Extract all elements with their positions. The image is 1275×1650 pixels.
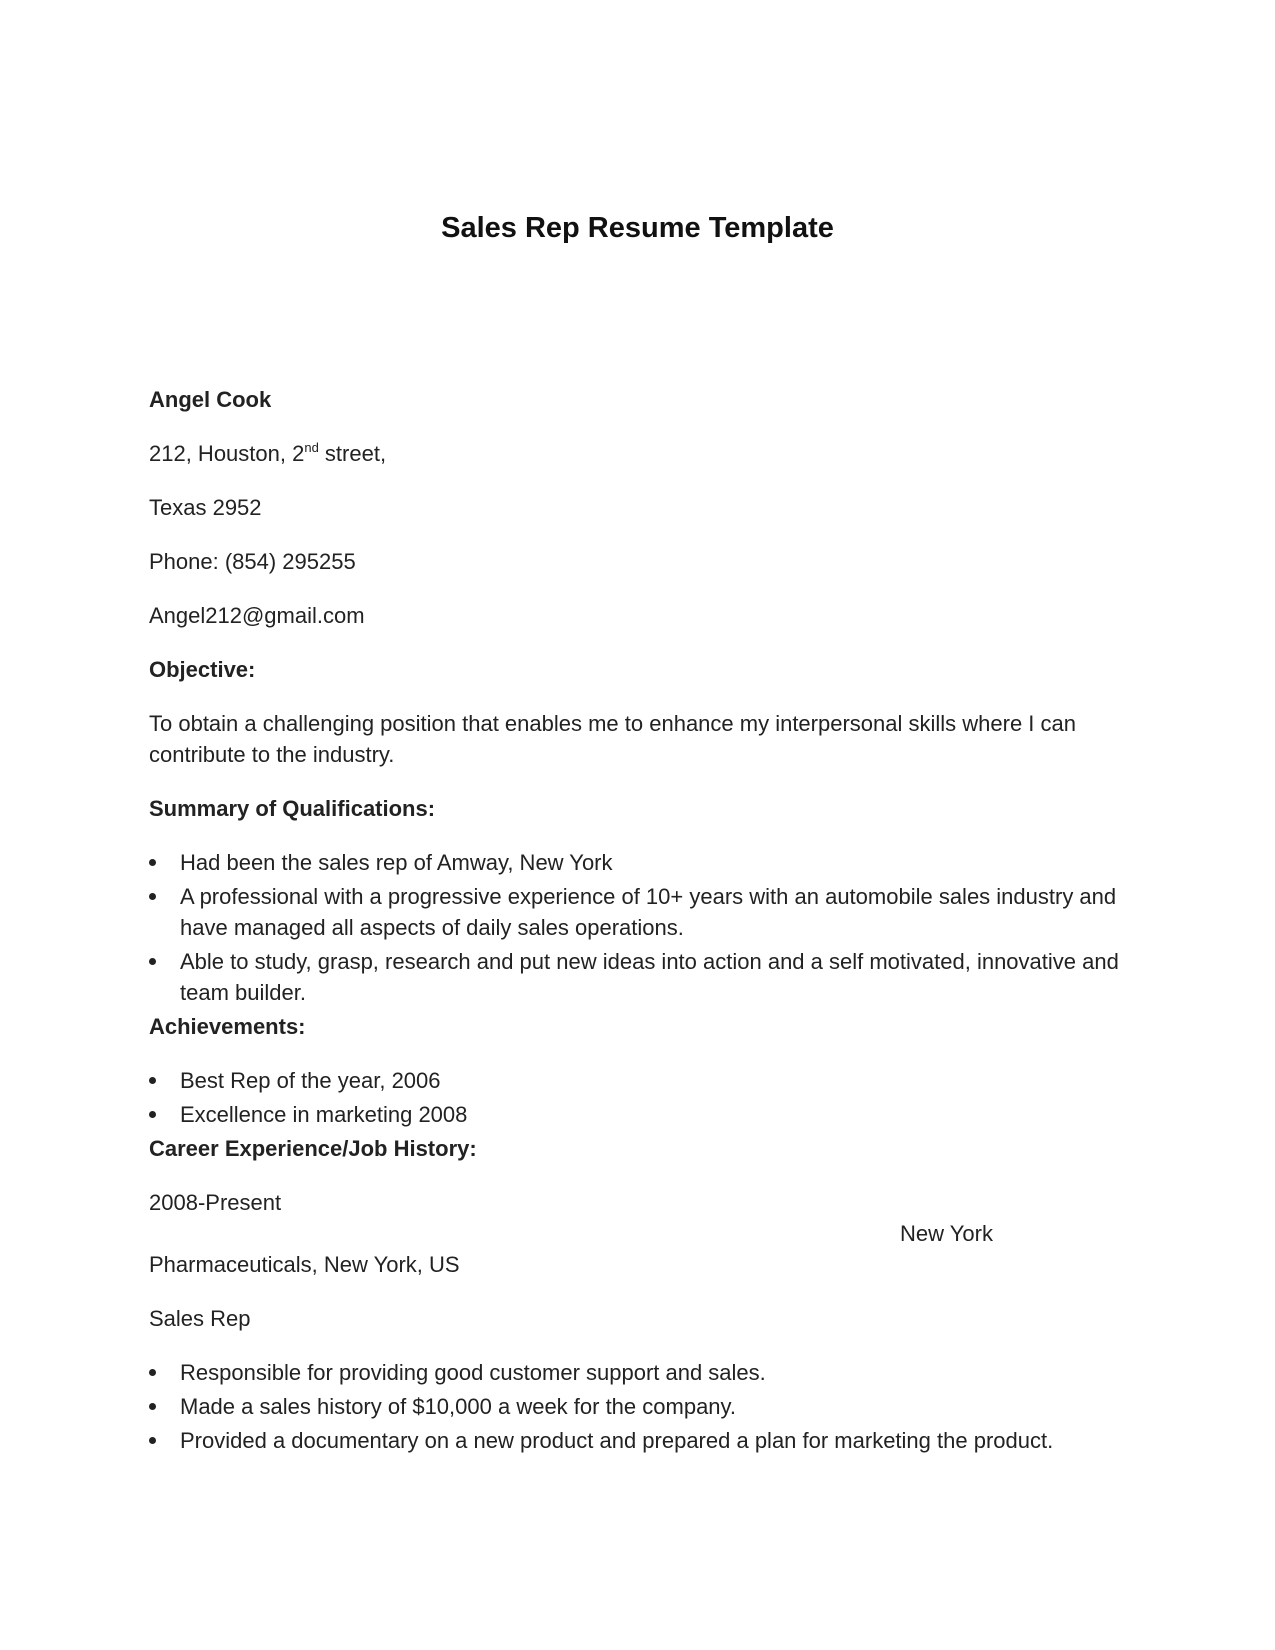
list-item-text: Made a sales history of $10,000 a week for the company.	[180, 1394, 737, 1419]
job-location: New York	[900, 1221, 993, 1246]
job-period: 2008-Present	[149, 1190, 282, 1215]
qualifications-heading: Summary of Qualifications:	[149, 796, 436, 821]
bullet-icon	[149, 1077, 156, 1084]
company-name: Pharmaceuticals, New York, US	[149, 1252, 460, 1277]
address-ordinal-suffix: nd	[304, 440, 319, 455]
address-line-2: Texas 2952	[149, 495, 262, 520]
list-item-text: A professional with a progressive experience of 10+ years with an automobile sales industry and have managed all aspects of daily sales operations.	[180, 884, 1117, 940]
address-line-1-start: 212, Houston, 2	[149, 441, 305, 466]
list-item	[149, 1391, 1149, 1422]
list-item	[149, 1065, 1149, 1096]
page-title: Sales Rep Resume Template	[441, 212, 834, 244]
list-item-text: Had been the sales rep of Amway, New York	[180, 850, 613, 875]
objective-heading: Objective:	[149, 657, 256, 682]
achievements-heading: Achievements:	[149, 1014, 306, 1039]
list-item	[149, 1425, 1149, 1456]
list-item	[149, 847, 1149, 878]
bullet-icon	[149, 1369, 156, 1376]
resume-body	[149, 384, 1149, 1459]
email-address: Angel212@gmail.com	[149, 603, 365, 628]
career-heading: Career Experience/Job History:	[149, 1136, 477, 1161]
bullet-icon	[149, 1403, 156, 1410]
address-line-1-end: street,	[318, 441, 387, 466]
address-line-1	[149, 438, 1149, 469]
applicant-name: Angel Cook	[149, 387, 272, 412]
list-item	[149, 881, 1149, 943]
list-item-text: Best Rep of the year, 2006	[180, 1068, 441, 1093]
job-duties-list	[149, 1357, 1149, 1456]
list-item	[149, 1099, 1149, 1130]
bullet-icon	[149, 1437, 156, 1444]
bullet-icon	[149, 958, 156, 965]
bullet-icon	[149, 893, 156, 900]
job-location-row	[149, 1218, 1149, 1249]
list-item-text: Responsible for providing good customer support and sales.	[180, 1360, 766, 1385]
list-item	[149, 946, 1149, 1008]
achievements-list	[149, 1065, 1149, 1130]
bullet-icon	[149, 859, 156, 866]
list-item-text: Excellence in marketing 2008	[180, 1102, 468, 1127]
bullet-icon	[149, 1111, 156, 1118]
qualifications-list	[149, 847, 1149, 1008]
objective-text: To obtain a challenging position that enables me to enhance my interpersonal skills where I can contribute to the industry.	[149, 711, 1076, 767]
phone-number: Phone: (854) 295255	[149, 549, 356, 574]
list-item-text: Able to study, grasp, research and put new ideas into action and a self motivated, innovative and team builder.	[180, 949, 1119, 1005]
job-role: Sales Rep	[149, 1306, 251, 1331]
list-item	[149, 1357, 1149, 1388]
list-item-text: Provided a documentary on a new product and prepared a plan for marketing the product.	[180, 1428, 1054, 1453]
